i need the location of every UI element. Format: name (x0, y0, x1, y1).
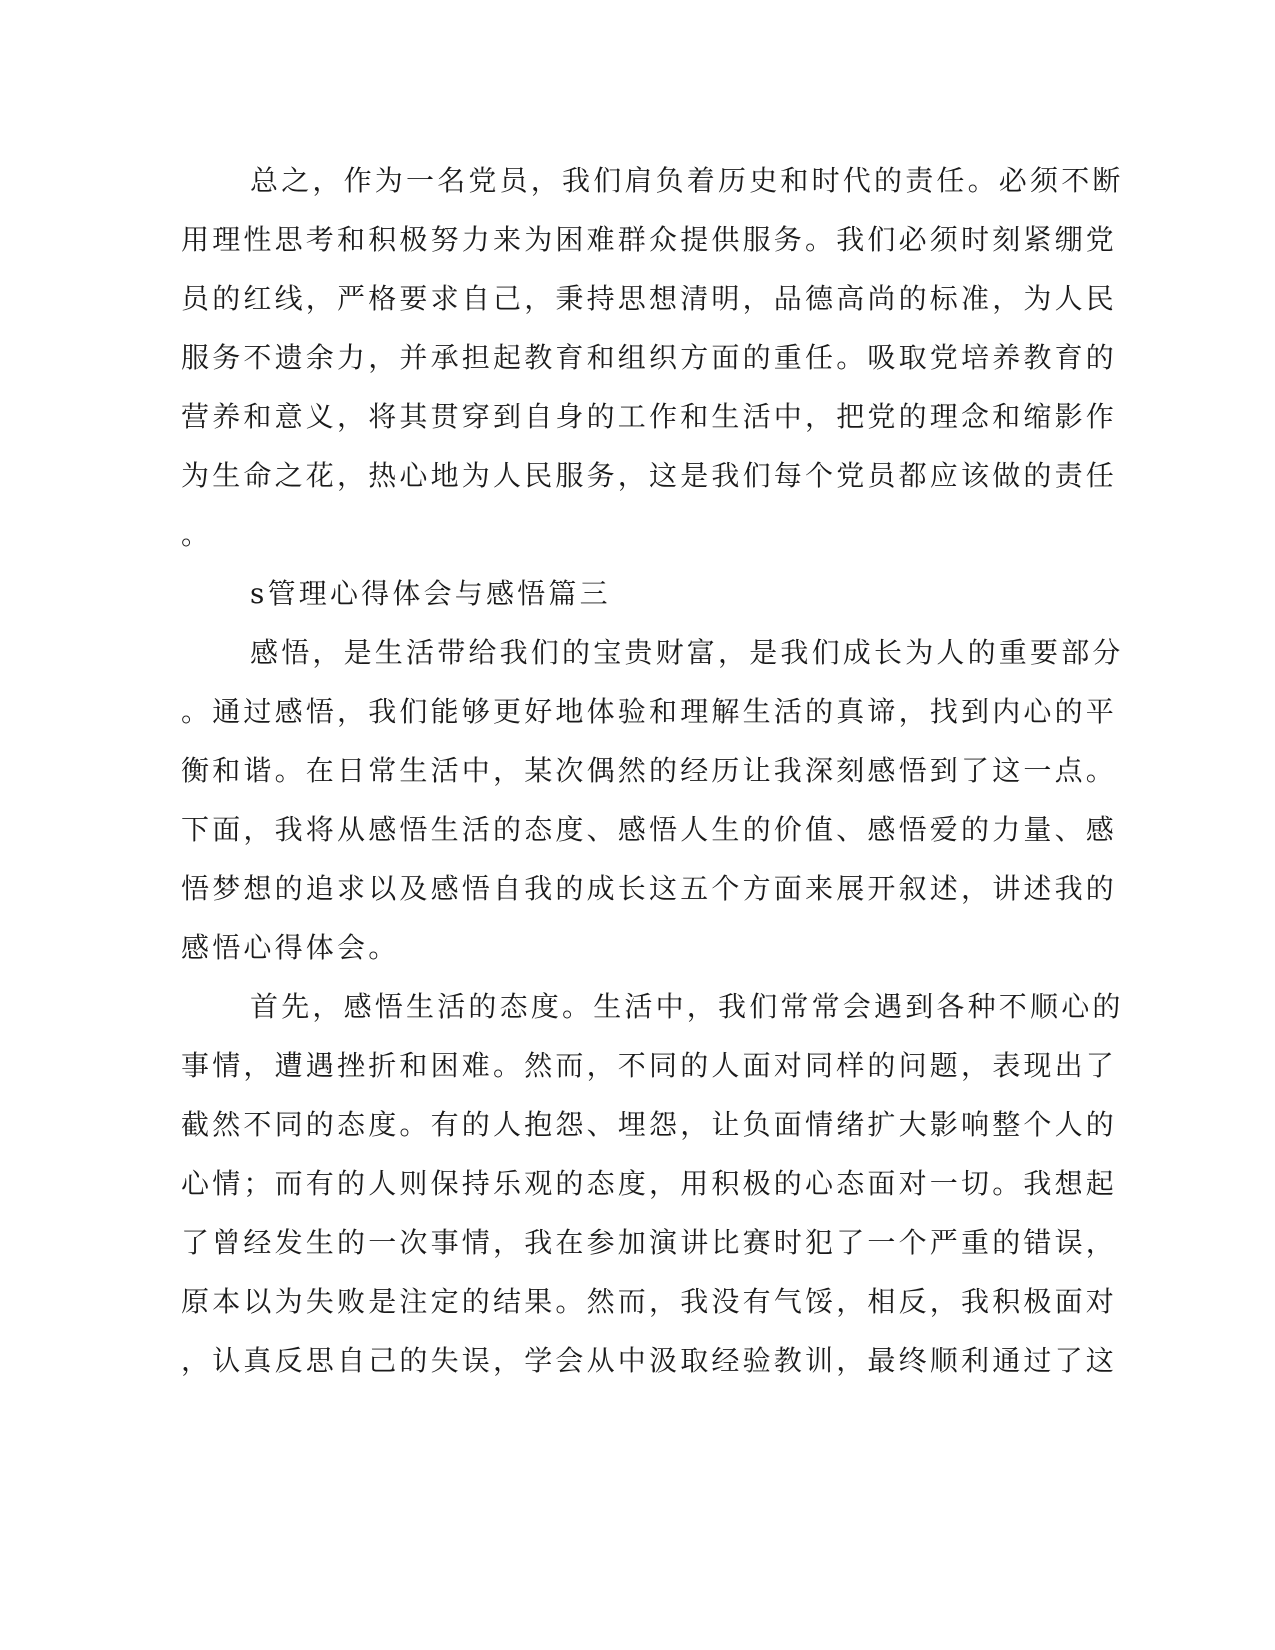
paragraph-line: 感悟，是生活带给我们的宝贵财富，是我们成长为人的重要部分 (250, 636, 1124, 669)
section-heading: s管理心得体会与感悟篇三 (250, 577, 611, 610)
paragraph-line: 为生命之花，热心地为人民服务，这是我们每个党员都应该做的责任 (181, 459, 1118, 492)
paragraph-line: 感悟心得体会。 (181, 931, 400, 964)
paragraph-line: ，认真反思自己的失误，学会从中汲取经验教训，最终顺利通过了这 (181, 1344, 1118, 1377)
paragraph-line: 服务不遗余力，并承担起教育和组织方面的重任。吸取党培养教育的 (181, 341, 1118, 374)
paragraph-line: 事情，遭遇挫折和困难。然而，不同的人面对同样的问题，表现出了 (181, 1049, 1118, 1082)
paragraph-line: 心情；而有的人则保持乐观的态度，用积极的心态面对一切。我想起 (181, 1167, 1118, 1200)
paragraph-line: 营养和意义，将其贯穿到自身的工作和生活中，把党的理念和缩影作 (181, 400, 1118, 433)
paragraph-line: 了曾经发生的一次事情，我在参加演讲比赛时犯了一个严重的错误， (181, 1226, 1118, 1259)
paragraph-line: 员的红线，严格要求自己，秉持思想清明，品德高尚的标准，为人民 (181, 282, 1118, 315)
paragraph-line: 悟梦想的追求以及感悟自我的成长这五个方面来展开叙述，讲述我的 (181, 872, 1118, 905)
paragraph-line: 下面，我将从感悟生活的态度、感悟人生的价值、感悟爱的力量、感 (181, 813, 1118, 846)
paragraph-line: 衡和谐。在日常生活中，某次偶然的经历让我深刻感悟到了这一点。 (181, 754, 1118, 787)
paragraph-line: 用理性思考和积极努力来为困难群众提供服务。我们必须时刻紧绷党 (181, 223, 1118, 256)
paragraph-line: 截然不同的态度。有的人抱怨、埋怨，让负面情绪扩大影响整个人的 (181, 1108, 1118, 1141)
paragraph-line: 首先，感悟生活的态度。生活中，我们常常会遇到各种不顺心的 (250, 990, 1124, 1023)
paragraph-line: 。通过感悟，我们能够更好地体验和理解生活的真谛，找到内心的平 (181, 695, 1118, 728)
paragraph-line: 总之，作为一名党员，我们肩负着历史和时代的责任。必须不断 (250, 164, 1124, 197)
paragraph-line: 。 (181, 518, 213, 551)
paragraph-line: 原本以为失败是注定的结果。然而，我没有气馁，相反，我积极面对 (181, 1285, 1118, 1318)
